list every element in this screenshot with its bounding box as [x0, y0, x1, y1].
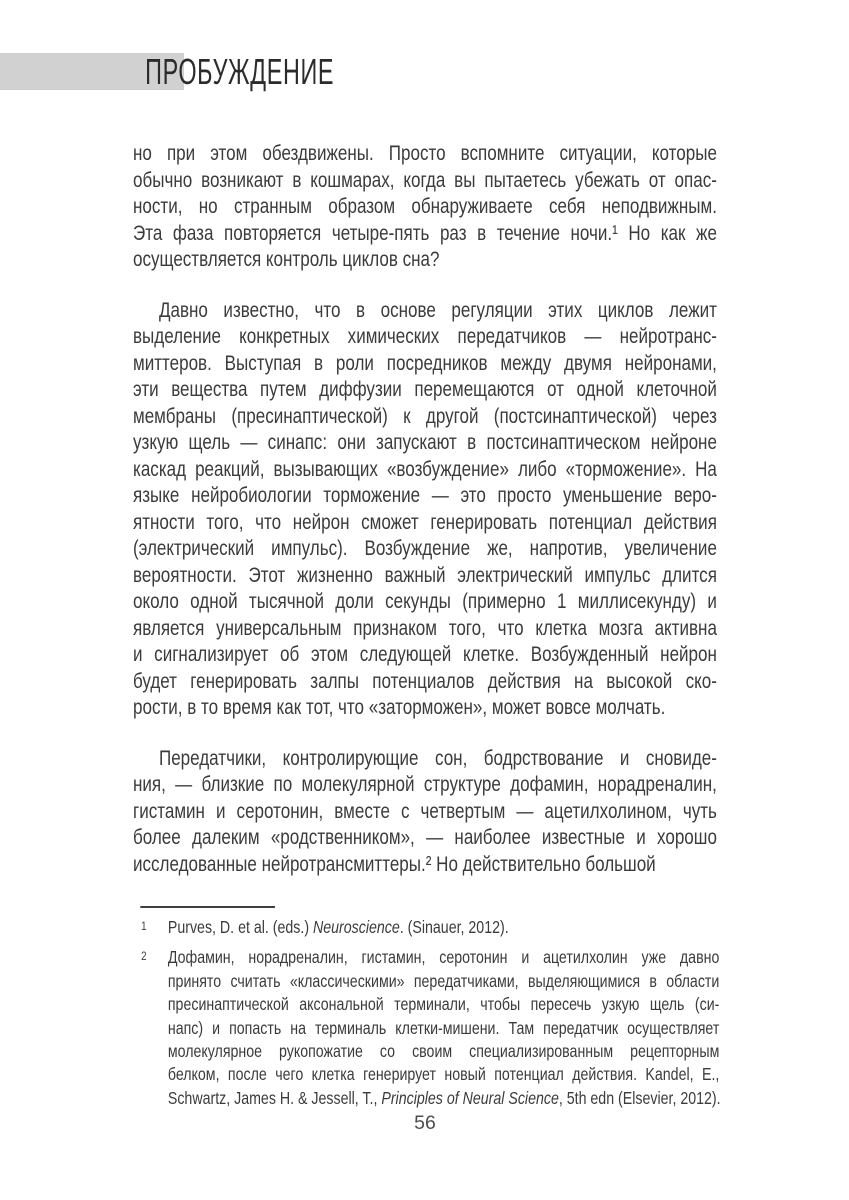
body-line: (электрический импульс). Возбуждение же, напротив, увеличение: [133, 537, 717, 560]
text-column: [133, 0, 721, 1200]
body-line: около одной тысячной доли секунды (примерно 1 миллисекунду) и: [133, 590, 717, 613]
body-line: осуществляется контроль циклов сна?: [133, 248, 440, 271]
body-line: каскад реакций, вызывающих «возбуждение» либо «торможение». На: [133, 457, 717, 481]
body-line: гистамин и серотонин, вместе с четвертым — ацетилхолином, чуть: [133, 799, 717, 823]
footnote-item: [133, 916, 719, 939]
footnote-text: [168, 916, 719, 939]
paragraph: [133, 141, 717, 274]
body-line: выделение конкретных химических передатчиков — нейротранс-: [133, 325, 717, 348]
plain-text: , 5th edn (Elsevier, 2012).: [558, 1087, 721, 1108]
body-line: более далеким «родственником», — наиболее известные и хорошо: [133, 826, 717, 849]
body-line: языке нейробиологии торможение — это просто уменьшение веро-: [133, 484, 717, 507]
body-line: эти вещества путем диффузии перемещаются от одной клеточной: [133, 378, 717, 401]
body-line: ятности того, что нейрон сможет генерировать потенциал действия: [133, 510, 717, 534]
body-line: но при этом обездвижены. Просто вспомните ситуации, которые: [133, 142, 717, 165]
body-line: ности, но странным образом обнаруживаете себя неподвижным.: [133, 195, 717, 218]
footnote-line: принято считать «классическими» передатчиками, выделяющимися в области: [167, 970, 720, 991]
footnote-line: [168, 916, 719, 939]
footnote-line: напс) и попасть на терминаль клетки-мишени. Там передатчик осуществляет: [167, 1017, 720, 1038]
footnote-list: [133, 916, 719, 1110]
plain-text: Schwartz, James H. & Jessell, T.,: [167, 1087, 382, 1108]
body-line: узкую щель — синапс: они запускают в постсинаптическом нейроне: [133, 431, 717, 454]
body-line: является универсальным признаком того, что клетка мозга активна: [133, 616, 717, 640]
body-line: исследованные нейротрансмиттеры.² Но действительно большой: [133, 852, 656, 876]
plain-text: . (Sinauer, 2012).: [399, 917, 509, 937]
paragraph: [133, 746, 717, 879]
footnote-marker: 2: [141, 949, 147, 964]
footnote-line: [168, 1087, 719, 1110]
footnote-text: [168, 946, 719, 1110]
page-number: 56: [414, 1112, 436, 1134]
footnote-separator: [140, 906, 275, 908]
footnote-line: пресинаптической аксональной терминали, чтобы пересечь узкую щель (си-: [167, 994, 720, 1015]
body-line: Давно известно, что в основе регуляции этих циклов лежит: [158, 298, 717, 322]
body-line: обычно возникают в кошмарах, когда вы пытаетесь убежать от опас-: [133, 168, 717, 192]
italic-text: Principles of Neural Science: [381, 1087, 559, 1108]
body-line: вероятности. Этот жизненно важный электрический импульс длится: [133, 563, 717, 587]
footnote-item: [133, 946, 719, 1110]
body-line: рости, в то время как тот, что «заторможен», может вовсе молчать.: [133, 696, 666, 719]
plain-text: Purves, D. et al. (eds.): [167, 917, 314, 937]
body-line: и сигнализирует об этом следующей клетке. Возбужденный нейрон: [133, 643, 717, 666]
body-text: [133, 141, 717, 878]
paragraph: [133, 298, 717, 722]
body-line: мембраны (пресинаптической) к другой (постсинаптической) через: [133, 404, 717, 428]
body-line: миттеров. Выступая в роли посредников между двумя нейронами,: [133, 351, 717, 375]
footnote-line: Дофамин, норадреналин, гистамин, серотонин и ацетилхолин уже давно: [167, 947, 720, 968]
footnote-line: белком, после чего клетка генерирует новый потенциал действия. Kandel, E.,: [167, 1064, 720, 1085]
footnote-line: молекулярное рукопожатие со своим специализированным рецепторным: [167, 1041, 720, 1062]
body-line: Эта фаза повторяется четыре-пять раз в течение ночи.¹ Но как же: [133, 221, 717, 245]
chapter-title: ПРОБУЖДЕНИЕ: [145, 51, 335, 92]
body-line: ния, — близкие по молекулярной структуре дофамин, норадреналин,: [133, 773, 717, 796]
body-line: будет генерировать залпы потенциалов действия на высокой ско-: [133, 669, 717, 693]
footnotes: [133, 906, 719, 1117]
body-line: Передатчики, контролирующие сон, бодрствование и сновиде-: [158, 746, 717, 770]
footnote-marker: 1: [141, 919, 147, 933]
italic-text: Neuroscience: [313, 917, 400, 937]
